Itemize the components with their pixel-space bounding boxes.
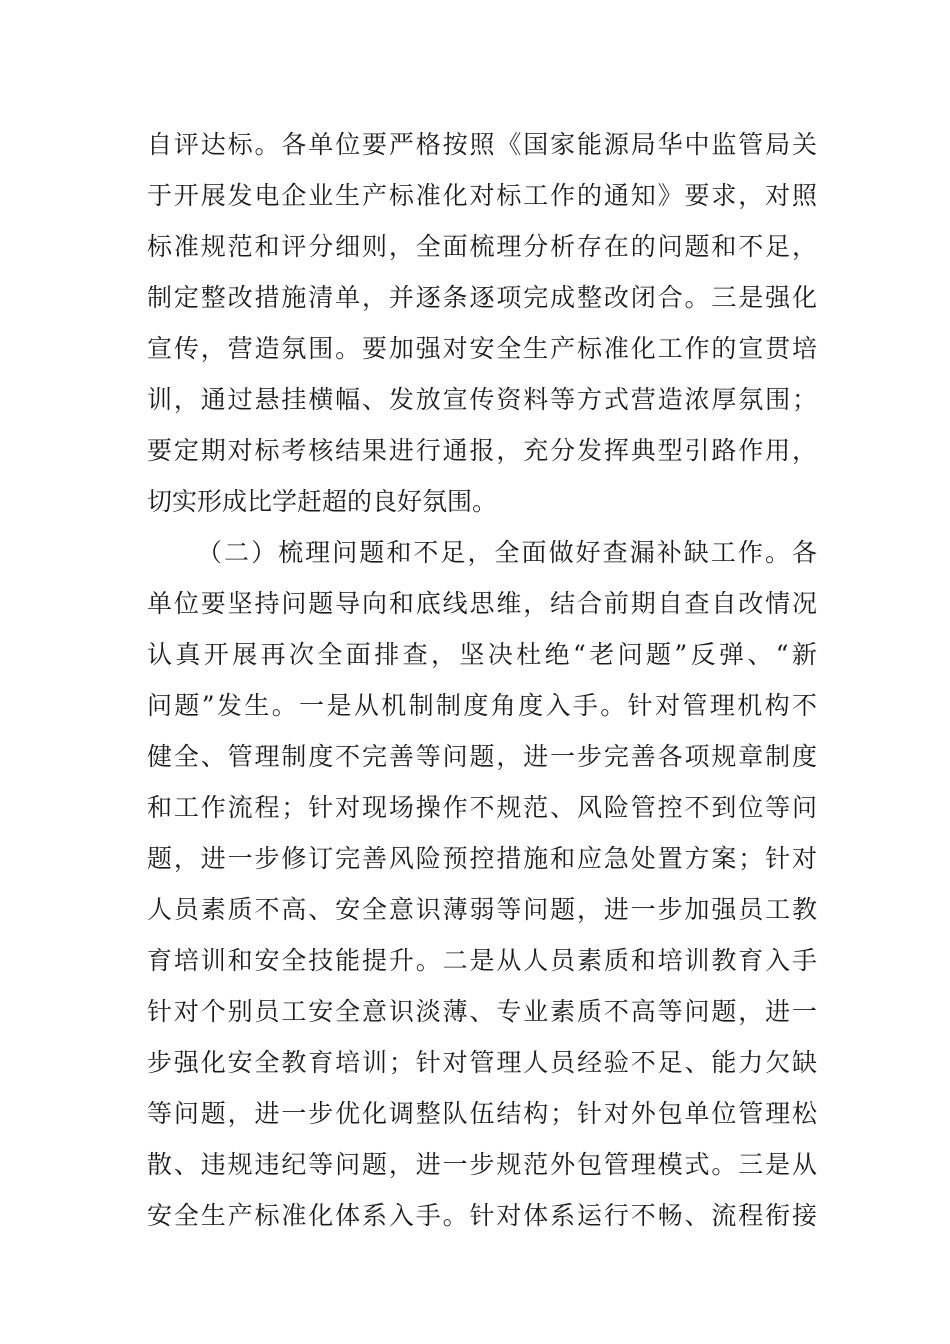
- text-line: 标准规范和评分细则，全面梳理分析存在的问题和不足，: [147, 232, 817, 261]
- text-line: 和工作流程；针对现场操作不规范、风险管控不到位等问: [147, 793, 817, 822]
- text-line: 要定期对标考核结果进行通报，充分发挥典型引路作用，: [147, 436, 817, 465]
- text-line: 人员素质不高、安全意识薄弱等问题，进一步加强员工教: [147, 895, 817, 924]
- text-line: 针对个别员工安全意识淡薄、专业素质不高等问题，进一: [147, 997, 817, 1026]
- text-line: 健全、管理制度不完善等问题，进一步完善各项规章制度: [147, 742, 817, 771]
- text-line: 等问题，进一步优化调整队伍结构；针对外包单位管理松: [147, 1099, 817, 1128]
- text-line: 安全生产标准化体系入手。针对体系运行不畅、流程衔接: [147, 1201, 817, 1230]
- text-line: 育培训和安全技能提升。二是从人员素质和培训教育入手: [147, 946, 817, 975]
- text-line: 于开展发电企业生产标准化对标工作的通知》要求，对照: [147, 181, 817, 210]
- text-line: 问题”发生。一是从机制制度角度入手。针对管理机构不: [147, 691, 817, 720]
- text-line: 训，通过悬挂横幅、发放宣传资料等方式营造浓厚氛围；: [147, 385, 817, 414]
- text-line: 自评达标。各单位要严格按照《国家能源局华中监管局关: [147, 130, 817, 159]
- text-line: 制定整改措施清单，并逐条逐项完成整改闭合。三是强化: [147, 283, 817, 312]
- text-line: 单位要坚持问题导向和底线思维，结合前期自查自改情况: [147, 589, 817, 618]
- text-line: 步强化安全教育培训；针对管理人员经验不足、能力欠缺: [147, 1048, 817, 1077]
- text-line: 切实形成比学赶超的良好氛围。: [147, 487, 498, 516]
- text-line: 散、违规违纪等问题，进一步规范外包管理模式。三是从: [147, 1150, 817, 1179]
- text-line: 题，进一步修订完善风险预控措施和应急处置方案；针对: [147, 844, 817, 873]
- text-line: 宣传，营造氛围。要加强对安全生产标准化工作的宣贯培: [147, 334, 817, 363]
- paragraph-heading-line: （二）梳理问题和不足，全面做好查漏补缺工作。各: [197, 538, 817, 567]
- text-line: 认真开展再次全面排查，坚决杜绝“老问题”反弹、“新: [147, 640, 817, 669]
